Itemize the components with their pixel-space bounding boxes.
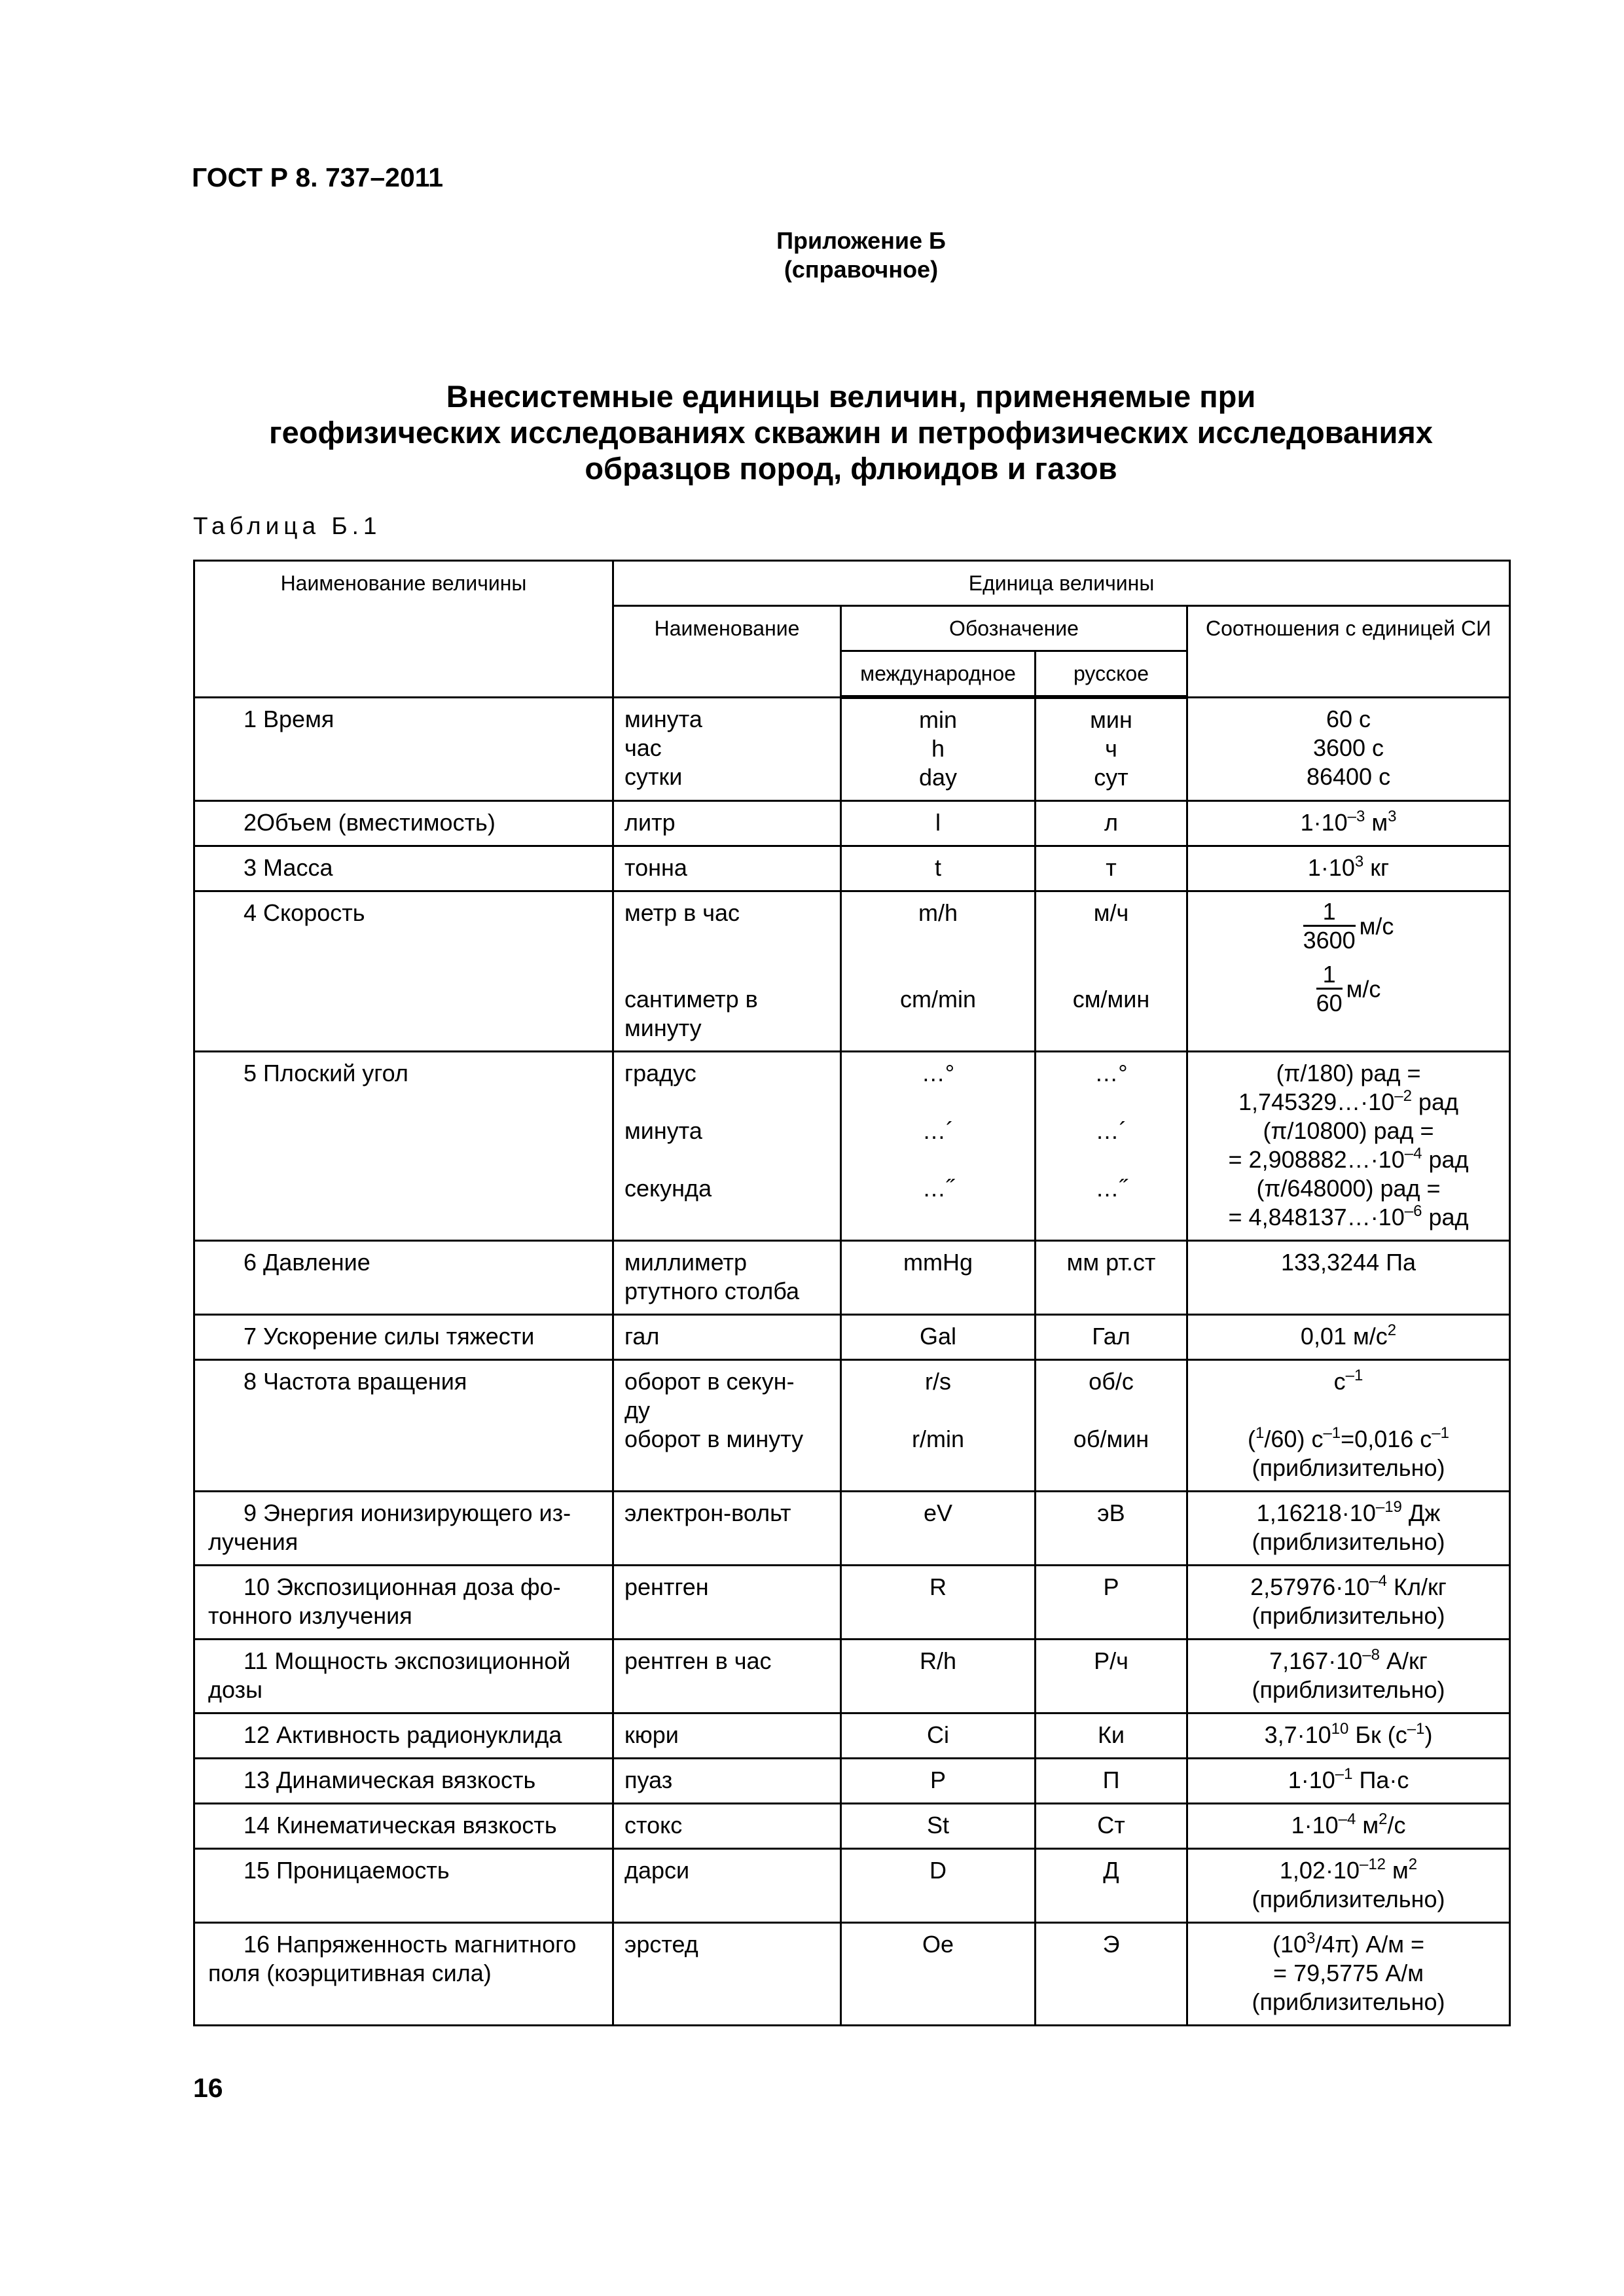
si-ratio-cell: $3,7\cdot 10^{10}$ Бк $(с^{-1})$ — [1187, 1713, 1510, 1759]
si-ratio-cell: 60 с 3600 с 86400 с — [1187, 697, 1510, 801]
intl-symbol-cell: R — [841, 1566, 1036, 1640]
header-ratio: Соотношения с единицей СИ — [1187, 606, 1510, 698]
unit-name-cell: градус минута секунда — [613, 1052, 841, 1241]
table-row — [194, 697, 1510, 801]
header-quantity: Наименование величины — [194, 561, 613, 698]
table-row — [194, 801, 1510, 846]
header-rus: русское — [1036, 651, 1187, 698]
quantity-cell: 11 Мощность экспозиционной дозы — [194, 1640, 613, 1713]
quantity-cell: 2Объем (вместимость) — [194, 801, 613, 846]
quantity-cell: 9 Энергия ионизирующего из- лучения — [194, 1492, 613, 1566]
intl-symbol-cell: min h day — [841, 697, 1036, 801]
rus-symbol-cell: Р — [1036, 1566, 1187, 1640]
si-ratio-cell: $1,02\cdot 10^{-12}$ $м^2$ (приблизительно) — [1187, 1849, 1510, 1923]
table-row — [194, 846, 1510, 891]
intl-symbol-cell: r/s r/min — [841, 1360, 1036, 1492]
rus-symbol-cell: Д — [1036, 1849, 1187, 1923]
header-symbol: Обозначение — [841, 606, 1187, 651]
si-ratio-cell: $1\cdot 10^3$ кг — [1187, 846, 1510, 891]
table-row — [194, 1804, 1510, 1849]
intl-symbol-cell: m/h cm/min — [841, 891, 1036, 1052]
unit-name-cell: минута час сутки — [613, 697, 841, 801]
quantity-cell: 6 Давление — [194, 1241, 613, 1315]
unit-name-cell: дарси — [613, 1849, 841, 1923]
units-table — [193, 560, 1511, 2026]
quantity-cell: 13 Динамическая вязкость — [194, 1759, 613, 1804]
rus-symbol-cell: об/с об/мин — [1036, 1360, 1187, 1492]
table-row — [194, 1360, 1510, 1492]
quantity-cell: 15 Проницаемость — [194, 1849, 613, 1923]
quantity-cell: 14 Кинематическая вязкость — [194, 1804, 613, 1849]
unit-name-cell: стокс — [613, 1804, 841, 1849]
intl-symbol-cell: mmHg — [841, 1241, 1036, 1315]
intl-symbol-cell: eV — [841, 1492, 1036, 1566]
title-line-2: геофизических исследованиях скважин и петрофизических исследованиях — [269, 415, 1433, 450]
rus-symbol-cell: мм рт.ст — [1036, 1241, 1187, 1315]
si-ratio-cell: (π/180) рад = $1,745329\dots\cdot 10^{-2}$ рад (π/10800) рад = = $2,908882\dots\cdot 10^{-4}$ рад (π/648000) рад = = $4,848137\dots\cdot 10^{-6}$ рад — [1187, 1052, 1510, 1241]
intl-symbol-cell: …° …´ …˝ — [841, 1052, 1036, 1241]
unit-name-cell: рентген в час — [613, 1640, 841, 1713]
appendix-type: (справочное) — [784, 256, 939, 283]
rus-symbol-cell: Э — [1036, 1923, 1187, 2026]
title-line-3: образцов пород, флюидов и газов — [585, 451, 1117, 486]
si-ratio-cell: $\frac{1}{3600}$ м/с $\frac{1}{60}$ м/с — [1187, 891, 1510, 1052]
si-ratio-cell: $1\cdot 10^{-4}$ $м^2/с$ — [1187, 1804, 1510, 1849]
unit-name-cell: эрстед — [613, 1923, 841, 2026]
unit-name-cell: миллиметр ртутного столба — [613, 1241, 841, 1315]
table-row — [194, 1849, 1510, 1923]
fraction: $\frac{1}{60}$ — [1316, 961, 1343, 1016]
unit-name-cell: оборот в секун- ду оборот в минуту — [613, 1360, 841, 1492]
unit-name-cell: пуаз — [613, 1759, 841, 1804]
intl-symbol-cell: R/h — [841, 1640, 1036, 1713]
table-row — [194, 1052, 1510, 1241]
unit-name-cell: тонна — [613, 846, 841, 891]
si-ratio-cell: 133,3244 Па — [1187, 1241, 1510, 1315]
rus-symbol-cell: П — [1036, 1759, 1187, 1804]
document-code: ГОСТ Р 8. 737–2011 — [192, 162, 444, 192]
quantity-cell: 10 Экспозиционная доза фо- тонного излучения — [194, 1566, 613, 1640]
table-row — [194, 1759, 1510, 1804]
table-row — [194, 1713, 1510, 1759]
table-row — [194, 1492, 1510, 1566]
intl-symbol-cell: P — [841, 1759, 1036, 1804]
rus-symbol-cell: л — [1036, 801, 1187, 846]
table-row — [194, 1640, 1510, 1713]
fraction: $\frac{1}{3600}$ — [1303, 898, 1356, 954]
unit-name-cell: кюри — [613, 1713, 841, 1759]
intl-symbol-cell: t — [841, 846, 1036, 891]
quantity-cell: 16 Напряженность магнитного поля (коэрцитивная сила) — [194, 1923, 613, 2026]
rus-symbol-cell: мин ч сут — [1036, 697, 1187, 801]
intl-symbol-cell: Gal — [841, 1315, 1036, 1360]
intl-symbol-cell: D — [841, 1849, 1036, 1923]
intl-symbol-cell: l — [841, 801, 1036, 846]
header-name: Наименование — [613, 606, 841, 698]
unit-name-cell: гал — [613, 1315, 841, 1360]
quantity-cell: 12 Активность радионуклида — [194, 1713, 613, 1759]
si-ratio-cell: $1,16218\cdot 10^{-19}$ Дж (приблизительно) — [1187, 1492, 1510, 1566]
si-ratio-cell: $(10^3/4\pi) А/м$ = = 79,5775 А/м (приблизительно) — [1187, 1923, 1510, 2026]
title-line-1: Внесистемные единицы величин, применяемые при — [446, 379, 1256, 414]
si-ratio-cell: $1\cdot 10^{-1}$ Па·с — [1187, 1759, 1510, 1804]
rus-symbol-cell: т — [1036, 846, 1187, 891]
rus-symbol-cell: Ки — [1036, 1713, 1187, 1759]
rus-symbol-cell: эВ — [1036, 1492, 1187, 1566]
unit-name-cell: рентген — [613, 1566, 841, 1640]
quantity-cell: 3 Масса — [194, 846, 613, 891]
quantity-cell: 5 Плоский угол — [194, 1052, 613, 1241]
si-ratio-cell: $7,167\cdot 10^{-8}$ А/кг (приблизительно) — [1187, 1640, 1510, 1713]
header-unit: Единица величины — [613, 561, 1510, 606]
table-row — [194, 1923, 1510, 2026]
intl-symbol-cell: Oe — [841, 1923, 1036, 2026]
appendix-title: Приложение Б — [776, 227, 946, 254]
rus-symbol-cell: Гал — [1036, 1315, 1187, 1360]
unit-name-cell: метр в час сантиметр в минуту — [613, 891, 841, 1052]
table-row — [194, 891, 1510, 1052]
table-row — [194, 1241, 1510, 1315]
table-row — [194, 1566, 1510, 1640]
header-intl: международное — [841, 651, 1036, 698]
quantity-cell: 7 Ускорение силы тяжести — [194, 1315, 613, 1360]
page-number: 16 — [193, 2073, 223, 2103]
si-ratio-cell: $1\cdot 10^{-3}$ $м^3$ — [1187, 801, 1510, 846]
rus-symbol-cell: Ст — [1036, 1804, 1187, 1849]
si-ratio-cell: $2,57976\cdot 10^{-4}$ Кл/кг (приблизительно) — [1187, 1566, 1510, 1640]
table-label: Таблица Б.1 — [193, 512, 382, 539]
si-ratio-cell: $с^{-1}$ ($^1$/60) $с^{-1}=0,016$ $с^{-1}$ (приблизительно) — [1187, 1360, 1510, 1492]
table-row — [194, 1315, 1510, 1360]
intl-symbol-cell: Ci — [841, 1713, 1036, 1759]
unit-name-cell: электрон-вольт — [613, 1492, 841, 1566]
unit-name-cell: литр — [613, 801, 841, 846]
si-ratio-cell: 0,01 $м/с^2$ — [1187, 1315, 1510, 1360]
quantity-cell: 8 Частота вращения — [194, 1360, 613, 1492]
rus-symbol-cell: Р/ч — [1036, 1640, 1187, 1713]
quantity-cell: 1 Время — [194, 697, 613, 801]
intl-symbol-cell: St — [841, 1804, 1036, 1849]
page-title — [164, 378, 1538, 486]
quantity-cell: 4 Скорость — [194, 891, 613, 1052]
rus-symbol-cell: м/ч см/мин — [1036, 891, 1187, 1052]
appendix-heading — [0, 226, 1624, 284]
rus-symbol-cell: …° …´ …˝ — [1036, 1052, 1187, 1241]
